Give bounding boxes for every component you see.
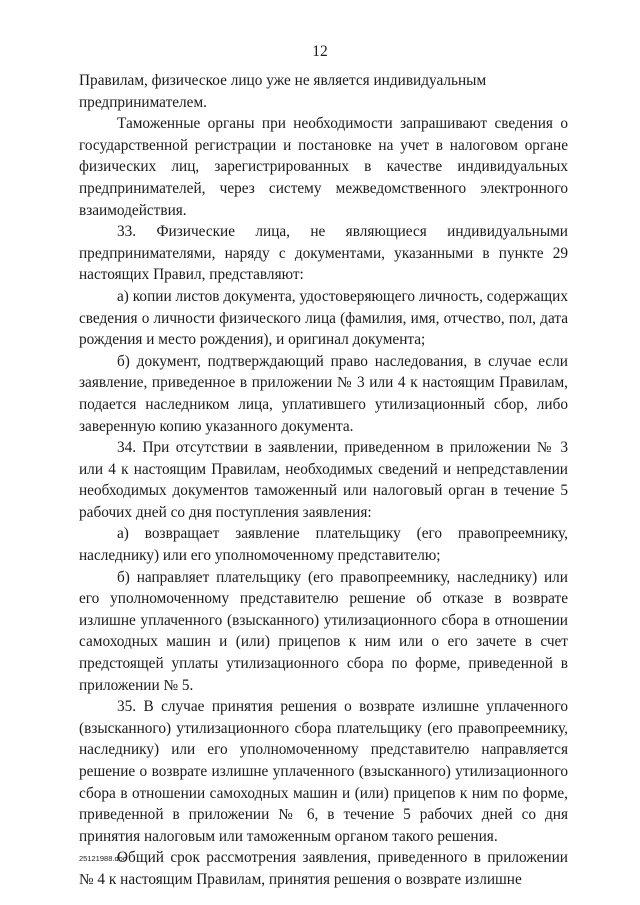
paragraph-clause-33-a: а) копии листов документа, удостоверяющего личность, содержащих сведения о личности физического лица (фамилия, имя, отчество, пол, дата рождения и место рождения), и оригинал документа; (79, 287, 568, 349)
paragraph-continuation: Правилам, физическое лицо уже не является индивидуальным предпринимателем. (79, 72, 487, 111)
paragraph-customs-requests: Таможенные органы при необходимости запрашивают сведения о государственной регистрации и постановке на учет в налоговом органе физических лиц, зарегистрированных в качестве индивидуальных предпринимателей, через систему межведомственного электронного взаимодействия. (79, 115, 568, 219)
paragraph-clause-33-b: б) документ, подтверждающий право наследования, в случае если заявление, приведенное в приложении № 3 или 4 к настоящим Правилам, подается наследником лица, уплатившего утилизационный сбор, либо заверенную копию указанного документа. (79, 352, 568, 435)
paragraph-general-term: Общий срок рассмотрения заявления, приведенного в приложении № 4 к настоящим Правилам, принятия решения о возврате излишне (79, 849, 568, 888)
page-number: 12 (312, 43, 328, 60)
paragraph-clause-34: 34. При отсутствии в заявлении, приведенном в приложении № 3 или 4 к настоящим Правилам, необходимых сведений и непредставлении необходимых документов таможенный или налоговый орган в течение 5 рабочих дней со дня поступления заявления: (79, 439, 568, 521)
footer-file-code: 25121988.doc (79, 854, 127, 863)
paragraph-clause-34-a: а) возвращает заявление плательщику (его правопреемнику, наследнику) или его уполномоченному представителю; (79, 525, 568, 565)
document-body (79, 70, 568, 891)
paragraph-clause-34-b: б) направляет плательщику (его правопреемнику, наследнику) или его уполномоченному представителю решение об отказе в возврате излишне уплаченного (взысканного) утилизационного сбора в отношении самоходных машин и (или) прицепов к ним или о его зачете в счет предстоящей уплаты утилизационного сбора по форме, приведенной в приложении № 5. (79, 568, 568, 694)
paragraph-clause-35: 35. В случае принятия решения о возврате излишне уплаченного (взысканного) утилизационного сбора плательщику (его правопреемнику, наследнику) или его уполномоченному представителю направляется решение о возврате излишне уплаченного (взысканного) утилизационного сбора в отношении самоходных машин и (или) прицепов к ним по форме, приведенной в приложении № 6, в течение 5 рабочих дней со дня принятия налоговым или таможенным органом такого решения. (79, 698, 568, 845)
paragraph-clause-33: 33. Физические лица, не являющиеся индивидуальными предпринимателями, наряду с документами, указанными в пункте 29 настоящих Правил, представляют: (79, 223, 568, 284)
